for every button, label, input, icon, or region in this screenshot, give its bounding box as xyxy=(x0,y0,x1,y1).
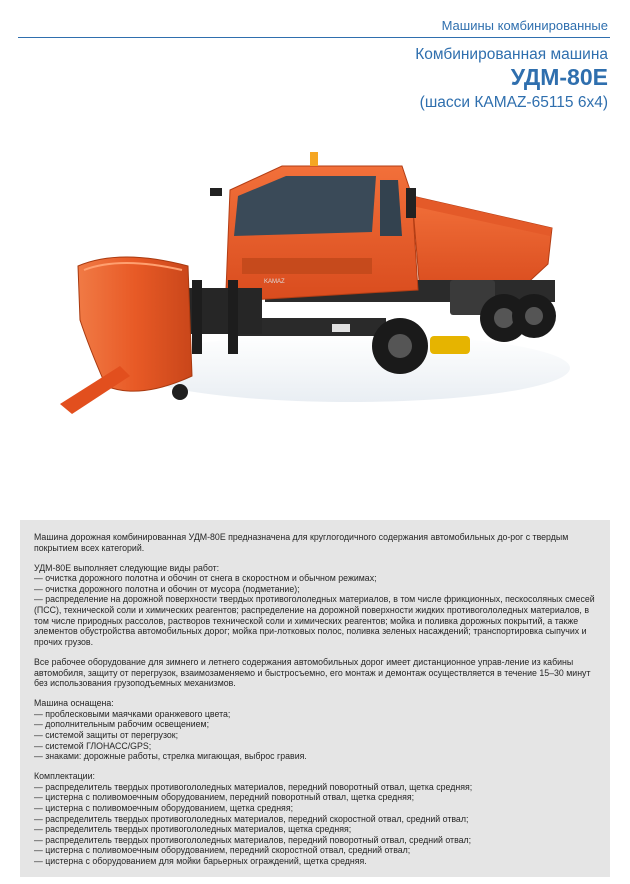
works-title: УДМ-80Е выполняет следующие виды работ: xyxy=(34,562,220,573)
list-item: — цистерна с оборудованием для мойки барьерных ограждений, щетка средняя. xyxy=(34,856,367,867)
machine-model: УДМ-80Е xyxy=(510,64,608,90)
list-item: — распределитель твердых противогололедных материалов, щетка средняя; xyxy=(34,824,352,835)
street-brush xyxy=(430,336,470,354)
category-label: Машины комбинированные xyxy=(441,18,608,33)
list-item: — распределитель твердых противогололедных материалов, передний поворотный отвал, щетка средняя; xyxy=(34,781,473,792)
list-item: — цистерна с поливомоечным оборудованием, передний скоростной отвал, средний отвал; xyxy=(34,845,411,856)
beacon-light xyxy=(310,152,318,166)
list-item: — цистерна с поливомоечным оборудованием, передний поворотный отвал, щетка средняя; xyxy=(34,792,415,803)
list-item: — очистка дорожного полотна и обочин от мусора (подметание); xyxy=(34,583,300,594)
fitted-title: Машина оснащена: xyxy=(34,698,114,709)
header-rule xyxy=(18,37,610,38)
list-item: — системой защиты от перегрузок; xyxy=(34,730,179,740)
list-item: — знаками: дорожные работы, стрелка мигающая, выброс гравия. xyxy=(34,751,307,762)
description-panel xyxy=(20,520,610,877)
list-item: — проблесковыми маячками оранжевого цвета; xyxy=(34,708,231,719)
cab-brand: KAMAZ xyxy=(264,279,285,285)
list-item: — очистка дорожного полотна и обочин от снега в скоростном и обычном режимах; xyxy=(34,573,377,584)
list-item: — распределитель твердых противогололедных материалов, передний скоростной отвал, средний отвал; xyxy=(34,813,469,824)
kits-title: Комплектации: xyxy=(34,771,95,782)
list-item: — дополнительным рабочим освещением; xyxy=(34,719,210,730)
works-list xyxy=(34,573,596,647)
list-item: — системой ГЛОНАСС/GPS; xyxy=(34,740,152,751)
chassis-label: (шасси КАМАZ-65115 6х4) xyxy=(419,94,608,111)
front-wheel xyxy=(372,318,428,374)
equipment-text: Все рабочее оборудование для зимнего и летнего содержания автомобильных дорог имеет дистанционное управ-ление из кабины автомобиля, защиту от перегрузок, взаимозаменяемо и быстросъемно, его монтаж и демонтаж осуществляется в течение 15–30 минут без использования грузоподъемных механизмов. xyxy=(34,656,591,689)
grille xyxy=(242,258,372,274)
machine-subtitle: Комбинированная машина xyxy=(415,46,608,63)
kits-list xyxy=(34,782,596,867)
rear-wheels xyxy=(480,294,556,342)
snow-plow-blade xyxy=(78,257,192,391)
list-item: — распределение на дорожной поверхности твердых противогололедных материалов, в том числе фрикционных, пескосоляных смесей (ПСС), технической соли и химических реагентов; распределение на дорожной поверхности жидких противогололедных материалов, в том числе природных рассолов, растворов технической соли и химических реагентов; мойка и поливка дорожных покрытий, а также элементов обустройства автомобильных дорог; мойка при-лотковых полос, поливка зеленых насаждений; транспортировка сыпучих и прочих грузов. xyxy=(34,594,595,647)
fitted-list xyxy=(34,709,596,762)
list-item: — цистерна с поливомоечным оборудованием, щетка средняя; xyxy=(34,803,294,814)
intro-text: Машина дорожная комбинированная УДМ-80Е предназначена для круглогодичного содержания автомобильных до-рог с твердым покрытием всех категорий. xyxy=(34,532,569,553)
truck-photo xyxy=(50,140,570,440)
list-item: — распределитель твердых противогололедных материалов, передний поворотный отвал, средний отвал; xyxy=(34,834,472,845)
